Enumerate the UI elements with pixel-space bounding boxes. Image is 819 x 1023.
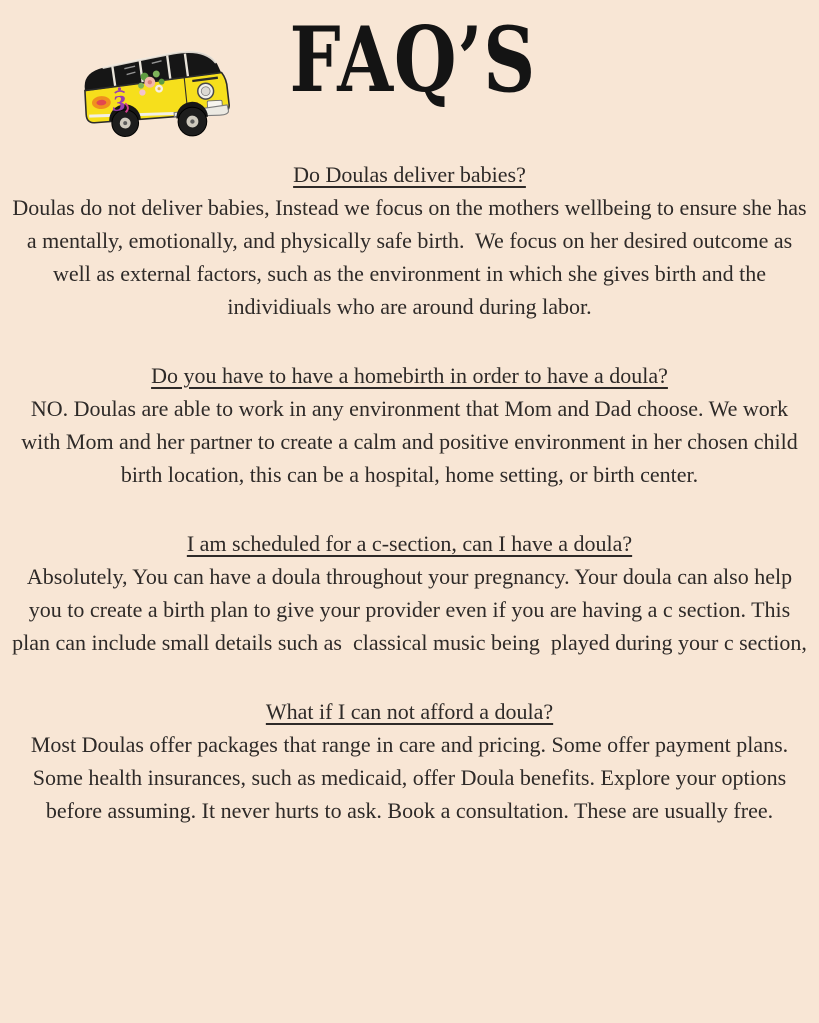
faq-answer: NO. Doulas are able to work in any environment that Mom and Dad choose. We work with Mom and her partner to create a calm and positive environment in her chosen child birth location, this can be a hospital, home setting, or birth center.	[21, 396, 804, 487]
faq-answer: Doulas do not deliver babies, Instead we focus on the mothers wellbeing to ensure she has a mentally, emotionally, and physically safe birth. We focus on her desired outcome as well as external factors, such as the environment in which she gives birth and the individiuals who are around during labor.	[12, 195, 813, 319]
faq-question: What if I can not afford a doula?	[265, 699, 554, 724]
faq-item	[10, 359, 809, 491]
faq-item	[10, 158, 813, 323]
faq-item	[10, 527, 809, 659]
page-title: FAQ’S	[289, 7, 537, 113]
faq-item	[10, 695, 809, 827]
page-header	[0, 0, 819, 152]
faq-answer: Most Doulas offer packages that range in care and pricing. Some offer payment plans. Some health insurances, such as medicaid, offer Doula benefits. Explore your options before assuming. It never hurts to ask. Book a consultation. These are usually free.	[30, 732, 794, 823]
faq-answer: Absolutely, You can have a doula throughout your pregnancy. Your doula can also help you to create a birth plan to give your provider even if you are having a c section. This plan can include small details such as classical music being played during your c section,	[12, 564, 807, 655]
faq-question: Do you have to have a homebirth in order to have a doula?	[151, 363, 668, 388]
faq-question: Do Doulas deliver babies?	[293, 162, 526, 187]
svg-text:3: 3	[111, 91, 127, 116]
faq-question: I am scheduled for a c-section, can I have a doula?	[186, 531, 633, 556]
faq-list	[0, 152, 819, 827]
